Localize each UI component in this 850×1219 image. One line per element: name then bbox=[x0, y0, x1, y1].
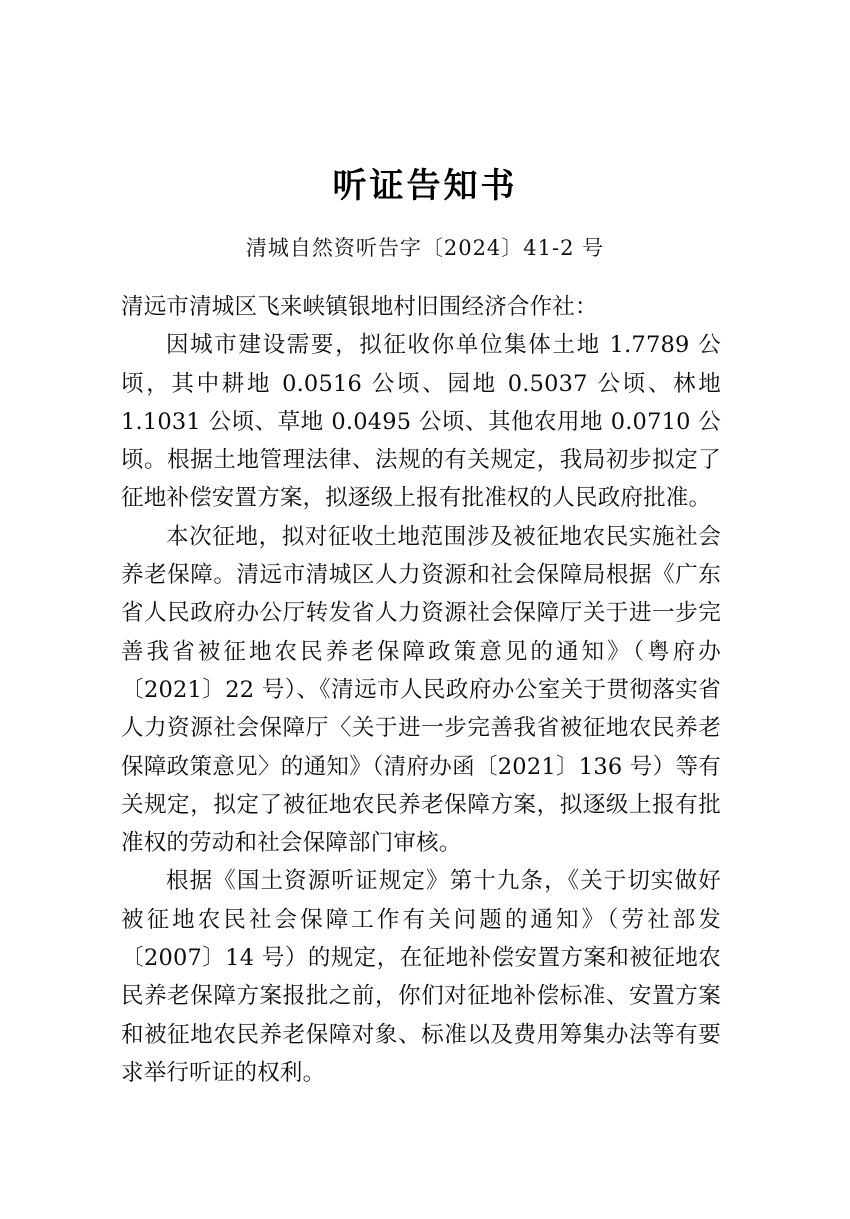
body-paragraph-3: 根据《国土资源听证规定》第十九条，《关于切实做好被征地农民社会保障工作有关问题的通知》（劳社部发〔2007〕14 号）的规定，在征地补偿安置方案和被征地农民养老保障方案报批之前，你们对征地补偿标准、安置方案和被征地农民养老保障对象、标准以及费用筹集办法等有要求举行听证的权利。 bbox=[121, 868, 721, 1086]
addressee-line: 清远市清城区飞来峡镇银地村旧围经济合作社： bbox=[121, 294, 598, 320]
document-number: 清城自然资听告字〔2024〕41-2 号 bbox=[245, 236, 605, 260]
body-paragraph-1: 因城市建设需要，拟征收你单位集体土地 1.7789 公顷，其中耕地 0.0516 公顷、园地 0.5037 公顷、林地 1.1031 公顷、草地 0.0495 公顷、其他农用地 0.0710 公顷。根据土地管理法律、法规的有关规定，我局初步拟定了征地补偿安置方案，拟逐级上报有批准权的人民政府批准。 bbox=[121, 332, 721, 512]
body-paragraph-2: 本次征地，拟对征收土地范围涉及被征地农民实施社会养老保障。清远市清城区人力资源和社会保障局根据《广东省人民政府办公厅转发省人力资源社会保障厅关于进一步完善我省被征地农民养老保障政策意见的通知》（粤府办〔2021〕22 号）、《清远市人民政府办公室关于贯彻落实省人力资源社会保障厅〈关于进一步完善我省被征地农民养老保障政策意见〉的通知》（清府办函〔2021〕136 号）等有关规定，拟定了被征地农民养老保障方案，拟逐级上报有批准权的劳动和社会保障部门审核。 bbox=[121, 523, 721, 857]
document-body bbox=[121, 288, 721, 1092]
document-title: 听证告知书 bbox=[332, 166, 518, 206]
